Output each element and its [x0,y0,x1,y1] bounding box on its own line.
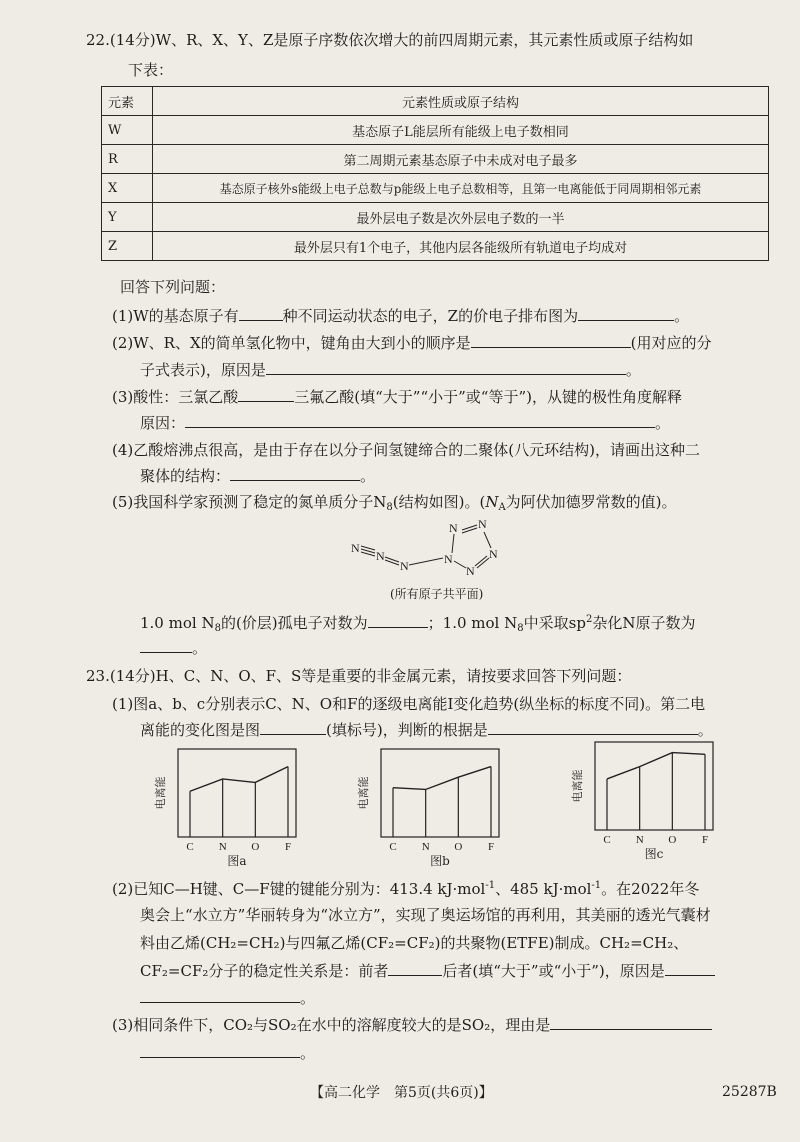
table-cell-desc: 最外层电子数是次外层电子数的一半 [153,203,769,232]
q23-part1-cont: 离能的变化图是图 (填标号)，判断的根据是 。 [140,721,713,739]
answer-blank[interactable] [260,720,326,735]
paper-code: 25287B [722,1084,777,1100]
q22-part3: (3)酸性：三氯乙酸 三氟乙酸(填“大于”“小于”或“等于”)，从键的极性角度解释 [112,388,682,406]
answer-blank[interactable] [140,638,192,653]
y-axis-label: 电离能 [571,769,584,803]
n-atom-label: N [400,559,409,573]
answer-blank[interactable] [239,306,283,321]
table-header-desc: 元素性质或原子结构 [153,87,769,116]
tick-label: N [218,841,227,853]
n-atom-label: N [478,517,487,531]
tick-label: F [284,841,292,853]
tick-label: C [186,841,194,853]
answer-blank[interactable] [140,1043,300,1058]
table-cell-element: R [102,145,153,174]
series-line [190,767,288,792]
page-footer: 【高二化学 第5页(共6页)】 [310,1085,493,1101]
chart-title: 图c [644,847,664,861]
tick-label: O [668,834,677,846]
y-axis-label: 电离能 [154,776,167,810]
chart-frame [595,742,713,830]
chart-frame [178,749,296,837]
chart-c-svg [567,738,737,863]
q22-part5-question: 1.0 mol $N_8$的(价层)孤电子对数为 ；1.0 mol $N_8$中采取$sp^2$杂化N原子数为 [140,614,696,634]
answer-blank[interactable] [230,466,360,481]
answer-intro: 回答下列问题： [120,278,226,296]
answer-blank[interactable] [471,333,631,348]
q22-part2-cont: 子式表示)，原因是 。 [140,361,641,379]
n-atom-label: N [351,541,360,555]
q23-part2-line2: 奥会上“水立方”华丽转身为“冰立方”，实现了奥运场馆的再利用，其美丽的透光气囊材 [140,906,711,924]
answer-blank[interactable] [238,387,294,402]
n8-molecule-structure [345,508,515,584]
ionization-chart-c [567,738,737,863]
q22-stem-line2: 下表： [128,61,174,79]
table-cell-desc: 最外层只有1个电子，其他内层各能级所有轨道电子均成对 [153,232,769,261]
q23-part2-cont: 。 [140,988,315,1008]
n-atom-label: N [376,549,385,563]
q23-part1: (1)图a、b、c分别表示C、N、O和F的逐级电离能I变化趋势(纵坐标的标度不同)。第二电 [112,695,706,713]
table-row [102,116,769,145]
q23-part2-line3: 料由乙烯(CH₂=CH₂)与四氟乙烯(CF₂=CF₂)的共聚物(ETFE)制成。CH₂=CH₂、 [140,934,689,952]
series-line [393,767,491,790]
tick-label: N [635,834,644,846]
q22-part1: (1)W的基态原子有 种不同运动状态的电子，Z的价电子排布图为 。 [112,307,690,325]
table-row [102,203,769,232]
answer-blank[interactable] [368,613,428,628]
q22-part5-cont: 。 [140,638,207,658]
tick-label: C [603,834,611,846]
q22-part4-cont: 聚体的结构： 。 [140,467,376,485]
q23-part3: (3)相同条件下，CO₂与SO₂在水中的溶解度较大的是SO₂，理由是 [112,1015,712,1035]
tick-label: O [251,841,260,853]
table-header-element: 元素 [102,87,153,116]
answer-blank[interactable] [266,360,626,375]
answer-blank[interactable] [578,306,674,321]
answer-blank[interactable] [550,1015,712,1030]
table-cell-desc: 基态原子核外s能级上电子总数与p能级上电子总数相等，且第一电离能低于同周期相邻元素 [153,174,769,203]
answer-blank[interactable] [665,961,715,976]
q22-stem-line1: 22.(14分)W、R、X、Y、Z是原子序数依次增大的前四周期元素，其元素性质或原子结构如 [86,31,694,49]
q22-part2: (2)W、R、X的简单氢化物中，键角由大到小的顺序是 (用对应的分 [112,334,712,352]
table-header-row [102,87,769,116]
table-cell-element: Z [102,232,153,261]
table-row [102,145,769,174]
element-table [101,86,769,261]
tick-label: F [487,841,495,853]
y-axis-label: 电离能 [357,776,370,810]
answer-blank[interactable] [388,961,442,976]
chart-a-svg [150,745,320,870]
tick-label: C [389,841,397,853]
table-cell-desc: 第二周期元素基态原子中未成对电子最多 [153,145,769,174]
chart-frame [381,749,499,837]
answer-blank[interactable] [488,720,698,735]
chart-title: 图a [227,854,247,868]
tick-label: N [421,841,430,853]
answer-blank[interactable] [185,413,655,428]
n-atom-label: N [444,552,453,566]
q22-part5: (5)我国科学家预测了稳定的氮单质分子$N_8$(结构如图)。($N_A$为阿伏加德罗常数的值)。 [112,493,677,513]
table-row [102,232,769,261]
q22-part4: (4)乙酸熔沸点很高，是由于存在以分子间氢键缔合的二聚体(八元环结构)，请画出这种二 [112,441,700,459]
table-cell-element: Y [102,203,153,232]
n-atom-label: N [449,521,458,535]
table-cell-desc: 基态原子L能层所有能级上电子数相同 [153,116,769,145]
table-row [102,174,769,203]
q23-part2: (2)已知C—H键、C—F键的键能分别为：413.4 kJ·mol$^{-1}$、485 kJ·mol$^{-1}$。在2022年冬 [112,880,700,898]
q23-part3-cont: 。 [140,1043,315,1063]
table-cell-element: W [102,116,153,145]
tick-label: O [454,841,463,853]
table-cell-element: X [102,174,153,203]
q22-part3-cont: 原因： 。 [140,414,671,432]
chart-title: 图b [430,854,450,868]
ionization-chart-b [353,745,523,870]
chart-b-svg [353,745,523,870]
answer-blank[interactable] [140,988,300,1003]
q23-stem: 23.(14分)H、C、N、O、F、S等是重要的非金属元素，请按要求回答下列问题： [86,667,632,685]
n8-molecule-drawing [345,508,515,580]
ionization-chart-a [150,745,320,870]
n-atom-label: N [489,547,498,561]
tick-label: F [701,834,709,846]
series-line [607,753,705,779]
n-atom-label: N [466,564,475,578]
molecule-caption: (所有原子共平面) [390,587,484,601]
q23-part2-line4: CF₂=CF₂分子的稳定性关系是：前者 后者(填“大于”或“小于”)，原因是 [140,961,715,981]
